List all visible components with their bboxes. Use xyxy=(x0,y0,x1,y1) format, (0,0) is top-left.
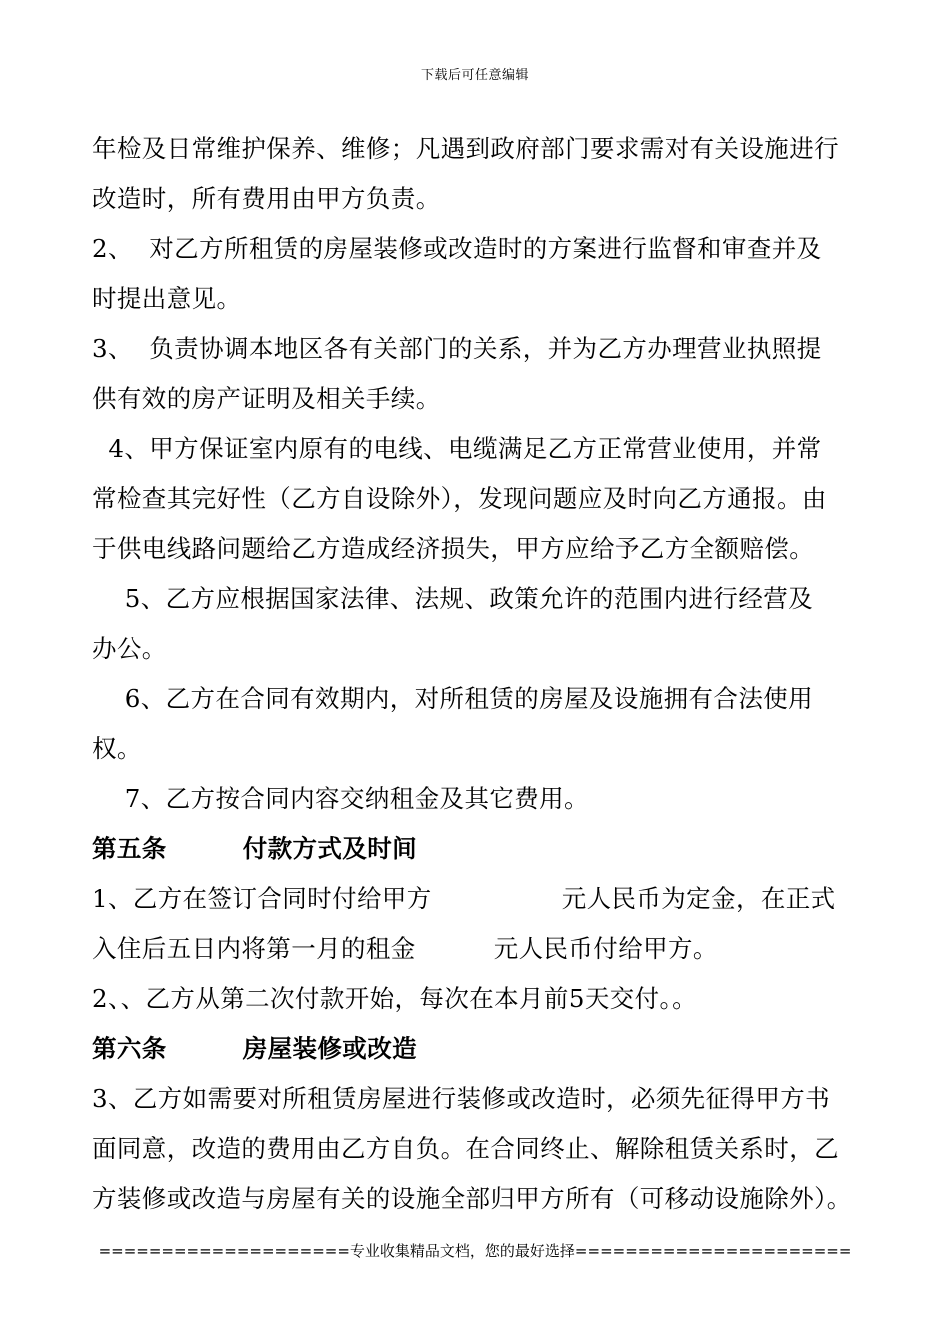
body-line: 于供电线路问题给乙方造成经济损失，甲方应给予乙方全额赔偿。 xyxy=(92,534,815,563)
document-body xyxy=(92,124,862,1224)
body-line: 改造时，所有费用由甲方负责。 xyxy=(92,184,441,213)
payment-line-1 xyxy=(92,874,862,924)
section-number: 第六条 xyxy=(92,1034,167,1063)
body-line: 方装修或改造与房屋有关的设施全部归甲方所有（可移动设施除外）。 xyxy=(92,1184,852,1213)
section-title: 房屋装修或改造 xyxy=(242,1034,418,1063)
body-line: 权。 xyxy=(92,734,142,763)
body-line: 供有效的房产证明及相关手续。 xyxy=(92,384,441,413)
payment-line-2 xyxy=(92,924,862,974)
payment-text: 1、乙方在签订合同时付给甲方 xyxy=(92,884,432,913)
section-title: 付款方式及时间 xyxy=(242,834,418,863)
section-heading-6 xyxy=(92,1024,862,1074)
body-line: 4、甲方保证室内原有的电线、电缆满足乙方正常营业使用，并常 xyxy=(92,434,822,463)
payment-text: 元人民币付给甲方。 xyxy=(493,934,718,963)
body-line: 3、 负责协调本地区各有关部门的关系，并为乙方办理营业执照提 xyxy=(92,334,822,363)
body-line: 常检查其完好性（乙方自设除外），发现问题应及时向乙方通报。由 xyxy=(92,484,827,513)
payment-text: 元人民币为定金，在正式 xyxy=(561,884,836,913)
section-heading-5 xyxy=(92,824,862,874)
body-line: 3、乙方如需要对所租赁房屋进行装修或改造时，必须先征得甲方书 xyxy=(92,1084,831,1113)
body-line: 5、乙方应根据国家法律、法规、政策允许的范围内进行经营及 xyxy=(92,584,814,613)
body-line: 6、乙方在合同有效期内，对所租赁的房屋及设施拥有合法使用 xyxy=(92,684,814,713)
body-line: 2、 对乙方所租赁的房屋装修或改造时的方案进行监督和审查并及 xyxy=(92,234,822,263)
body-line: 年检及日常维护保养、维修；凡遇到政府部门要求需对有关设施进行 xyxy=(92,134,839,163)
body-line: 面同意，改造的费用由乙方自负。在合同终止、解除租赁关系时，乙 xyxy=(92,1134,839,1163)
page-header: 下载后可任意编辑 xyxy=(420,68,529,83)
payment-text: 入住后五日内将第一月的租金 xyxy=(92,934,416,963)
body-line: 办公。 xyxy=(92,634,167,663)
payment-line-3: 2、、乙方从第二次付款开始，每次在本月前5天交付。。 xyxy=(92,984,698,1013)
body-line: 7、乙方按合同内容交纳租金及其它费用。 xyxy=(92,784,589,813)
page-footer: ====================专业收集精品文档，您的最好选择====================== xyxy=(98,1242,852,1260)
section-number: 第五条 xyxy=(92,834,167,863)
body-line: 时提出意见。 xyxy=(92,284,242,313)
